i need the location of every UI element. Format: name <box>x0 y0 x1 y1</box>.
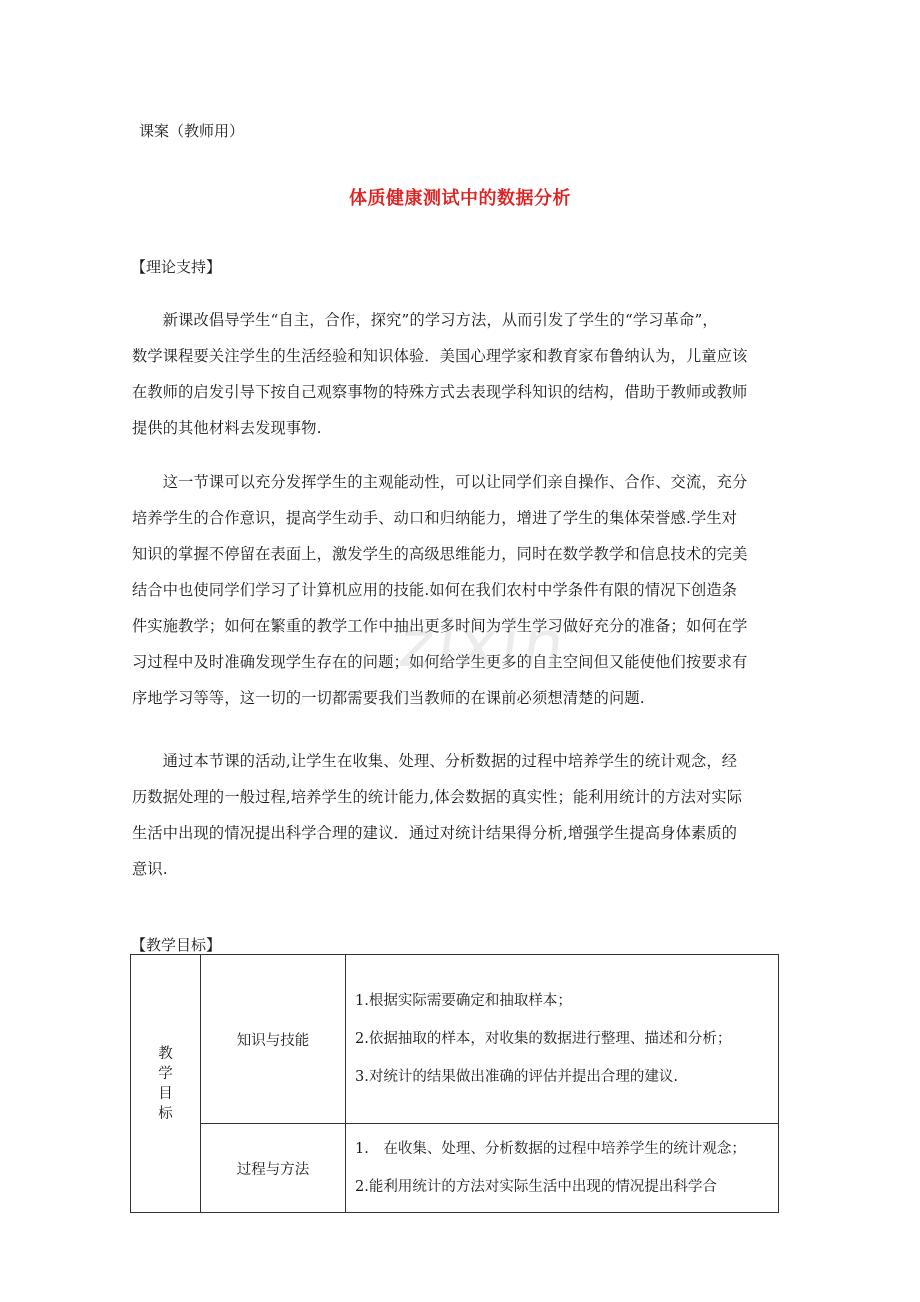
goal-items-cell <box>346 1124 779 1213</box>
paragraph-line: 数学课程要关注学生的生活经验和知识体验．美国心理学家和教育家布鲁纳认为，儿童应该 <box>132 347 748 365</box>
theory-paragraph-3 <box>132 743 792 887</box>
theory-paragraph-2 <box>132 464 792 716</box>
paragraph-line: 新课改倡导学生“自主，合作，探究”的学习方法，从而引发了学生的“学习革命”， <box>132 311 718 329</box>
theory-section-heading: 【理论支持】 <box>131 258 222 276</box>
lesson-plan-label: 课案（教师用） <box>139 122 245 140</box>
goals-section-heading: 【教学目标】 <box>131 936 222 954</box>
paragraph-line: 序地学习等等，这一切的一切都需要我们当教师的在课前必须想清楚的问题. <box>132 689 645 707</box>
vertical-label-char: 标 <box>158 1105 173 1122</box>
watermark: zixin <box>394 608 573 682</box>
goal-category-cell: 知识与技能 <box>201 955 346 1124</box>
goal-item: 2.能利用统计的方法对实际生活中出现的情况提出科学合 <box>355 1179 717 1195</box>
paragraph-line: 结合中也使同学们学习了计算机应用的技能.如何在我们农村中学条件有限的情况下创造条 <box>132 581 738 599</box>
goal-main-label-cell <box>131 955 201 1213</box>
goal-item: 3.对统计的结果做出准确的评估并提出合理的建议. <box>355 1069 678 1085</box>
goal-category-cell: 过程与方法 <box>201 1124 346 1213</box>
goal-items-cell <box>346 955 779 1124</box>
goal-item: 2.依据抽取的样本，对收集的数据进行整理、描述和分析； <box>355 1031 732 1047</box>
paragraph-line: 知识的掌握不停留在表面上，激发学生的高级思维能力，同时在数学教学和信息技术的完美 <box>132 545 748 563</box>
paragraph-line: 这一节课可以充分发挥学生的主观能动性，可以让同学们亲自操作、合作、交流，充分 <box>132 473 748 491</box>
paragraph-line: 生活中出现的情况提出科学合理的建议．通过对统计结果得分析,增强学生提高身体素质的 <box>132 824 738 842</box>
paragraph-line: 提供的其他材料去发现事物. <box>132 419 322 437</box>
paragraph-line: 通过本节课的活动,让学生在收集、处理、分析数据的过程中培养学生的统计观念，经 <box>132 752 738 770</box>
paragraph-line: 培养学生的合作意识，提高学生动手、动口和归纳能力，增进了学生的集体荣誉感.学生对 <box>132 509 738 527</box>
paragraph-line: 意识. <box>132 860 168 878</box>
table-row <box>131 1124 779 1213</box>
goal-item: 1. 在收集、处理、分析数据的过程中培养学生的统计观念； <box>355 1141 746 1157</box>
teaching-goals-table <box>130 954 779 1213</box>
goal-item: 1.根据实际需要确定和抽取样本； <box>355 993 572 1009</box>
paragraph-line: 习过程中及时准确发现学生存在的问题；如何给学生更多的自主空间但又能使他们按要求有 <box>132 653 748 671</box>
paragraph-line: 在教师的启发引导下按自己观察事物的特殊方式去表现学科知识的结构，借助于教师或教师 <box>132 383 748 401</box>
vertical-label-char: 目 <box>158 1085 173 1102</box>
vertical-label-char: 教 <box>158 1045 173 1062</box>
vertical-label-char: 学 <box>158 1065 173 1082</box>
document-title: 体质健康测试中的数据分析 <box>349 188 571 209</box>
paragraph-line: 历数据处理的一般过程,培养学生的统计能力,体会数据的真实性；能利用统计的方法对实际 <box>132 788 743 806</box>
theory-paragraph-1 <box>132 302 792 446</box>
paragraph-line: 件实施教学；如何在繁重的教学工作中抽出更多时间为学生学习做好充分的准备；如何在学 <box>132 617 748 635</box>
table-row <box>131 955 779 1124</box>
